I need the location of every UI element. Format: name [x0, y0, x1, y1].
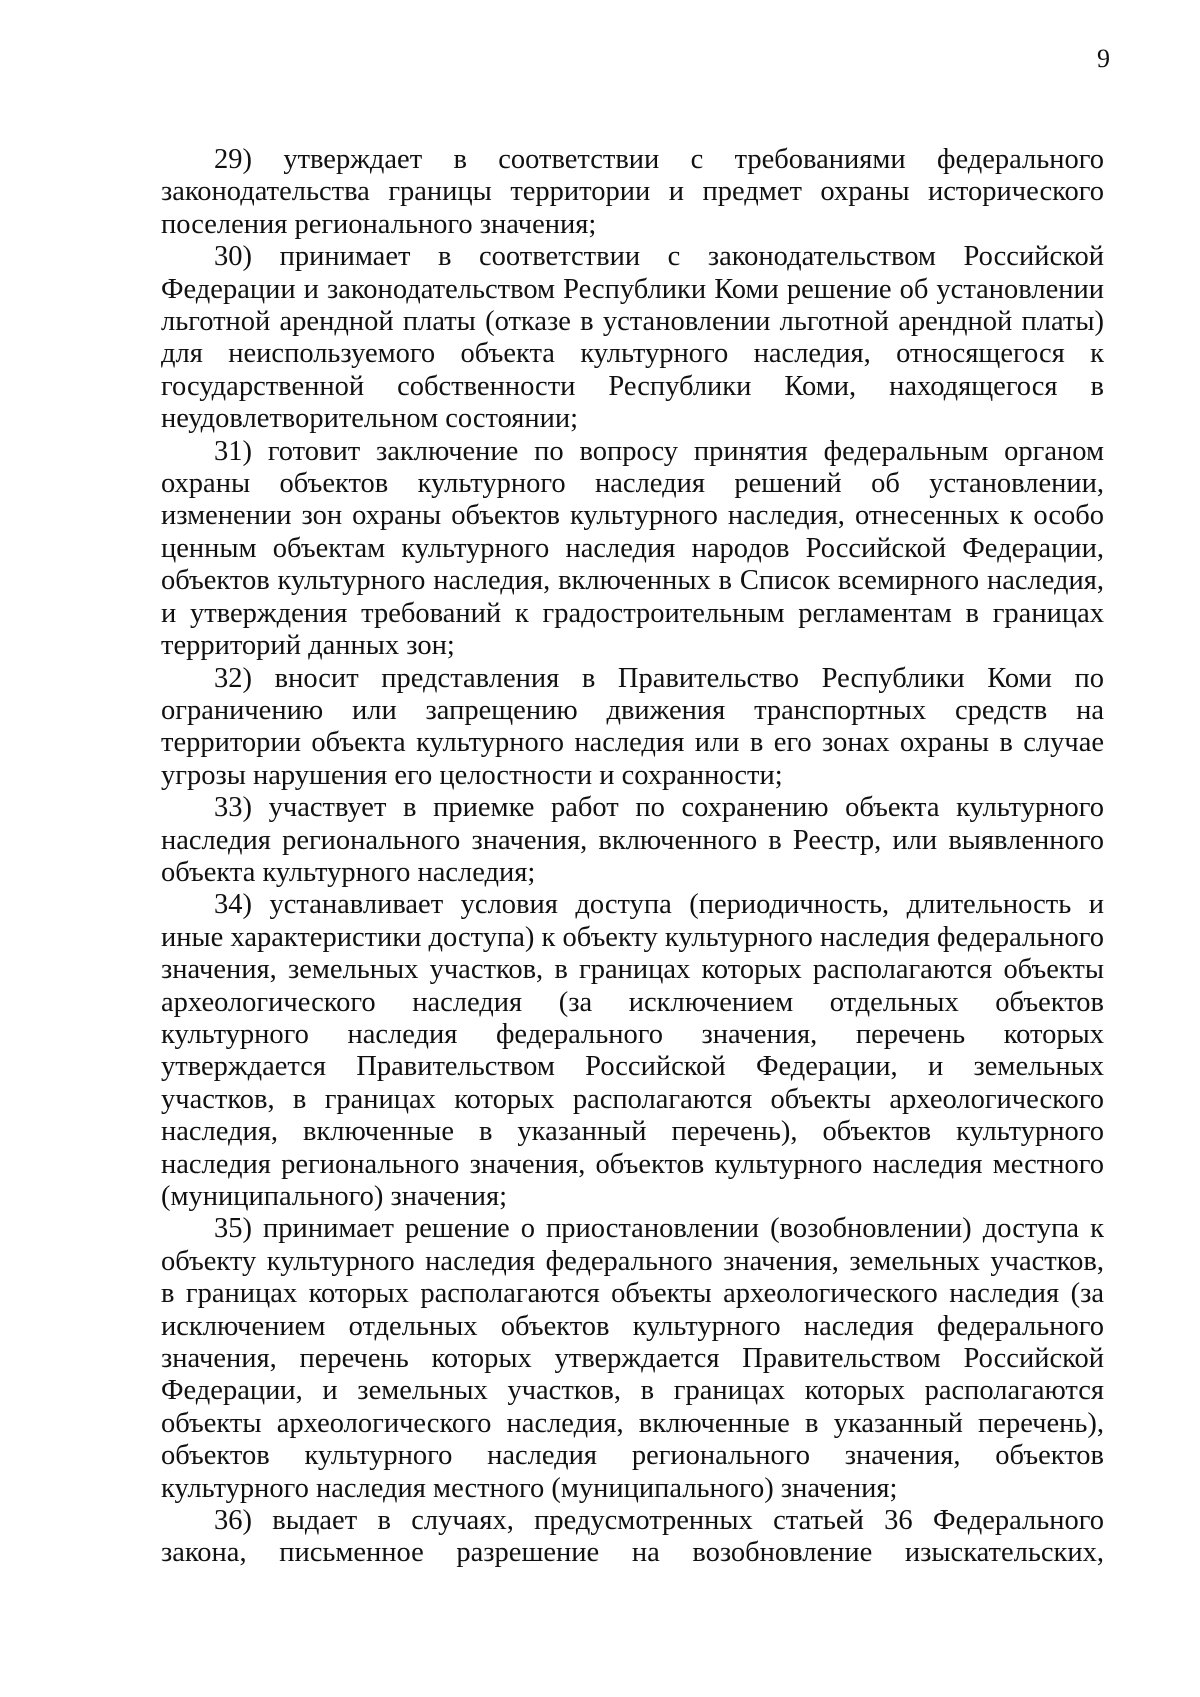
page-number: 9: [1097, 44, 1110, 73]
list-item-31: 31) готовит заключение по вопросу принятия федеральным органом охраны объектов культурного наследия решений об установлении, изменении зон охраны объектов культурного наследия, отнесенных к особо ценным объектам культурного наследия народов Российской Федерации, объектов культурного наследия, включенных в Список всемирного наследия, и утверждения требований к градостроительным регламентам в границах территорий данных зон;: [161, 435, 1104, 662]
list-item-32: 32) вносит представления в Правительство Республики Коми по ограничению или запрещению движения транспортных средств на территории объекта культурного наследия или в его зонах охраны в случае угрозы нарушения его целостности и сохранности;: [161, 662, 1104, 791]
list-item-36: 36) выдает в случаях, предусмотренных статьей 36 Федерального закона, письменное разрешение на возобновление изыскательских,: [161, 1505, 1104, 1569]
list-item-33: 33) участвует в приемке работ по сохранению объекта культурного наследия регионального значения, включенного в Реестр, или выявленного объекта культурного наследия;: [161, 792, 1104, 888]
list-item-30: 30) принимает в соответствии с законодательством Российской Федерации и законодательством Республики Коми решение об установлении льготной арендной платы (отказе в установлении льготной арендной платы) для неиспользуемого объекта культурного наследия, относящегося к государственной собственности Республики Коми, находящегося в неудовлетворительном состоянии;: [161, 241, 1104, 435]
list-item-29: 29) утверждает в соответствии с требованиями федерального законодательства границы территории и предмет охраны исторического поселения регионального значения;: [161, 144, 1104, 240]
list-item-34: 34) устанавливает условия доступа (периодичность, длительность и иные характеристики доступа) к объекту культурного наследия федерального значения, земельных участков, в границах которых располагаются объекты археологического наследия (за исключением отдельных объектов культурного наследия федерального значения, перечень которых утверждается Правительством Российской Федерации, и земельных участков, в границах которых располагаются объекты археологического наследия, включенные в указанный перечень), объектов культурного наследия регионального значения, объектов культурного наследия местного (муниципального) значения;: [161, 889, 1104, 1212]
document-body: [161, 144, 1104, 1570]
list-item-35: 35) принимает решение о приостановлении (возобновлении) доступа к объекту культурного наследия федерального значения, земельных участков, в границах которых располагаются объекты археологического наследия (за исключением отдельных объектов культурного наследия федерального значения, перечень которых утверждается Правительством Российской Федерации, и земельных участков, в границах которых располагаются объекты археологического наследия, включенные в указанный перечень), объектов культурного наследия регионального значения, объектов культурного наследия местного (муниципального) значения;: [161, 1213, 1104, 1504]
